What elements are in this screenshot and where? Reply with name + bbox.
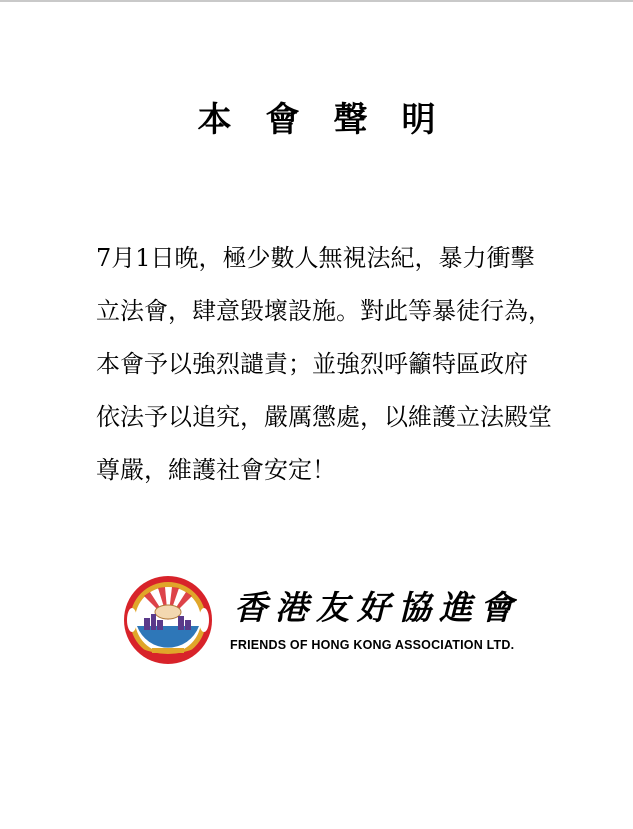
organization-name-english: FRIENDS OF HONG KONG ASSOCIATION LTD. (230, 638, 515, 652)
page-top-border (0, 0, 633, 2)
statement-line-1: 7月1日晚，極少數人無視法紀，暴力衝擊 (96, 244, 535, 272)
statement-line-4: 依法予以追究，嚴厲懲處，以維護立法殿堂 (96, 403, 552, 431)
statement-line-2: 立法會，肆意毀壞設施。對此等暴徒行為， (96, 297, 552, 325)
page-title: 本 會 聲 明 (197, 100, 436, 140)
statement-line-5: 尊嚴，維護社會安定！ (96, 456, 336, 484)
association-emblem-icon (122, 574, 214, 666)
statement-body (96, 232, 552, 497)
organization-signature (122, 574, 522, 666)
organization-name-chinese: 香港友好協進會 (234, 588, 521, 627)
statement-line-3: 本會予以強烈譴責；並強烈呼籲特區政府 (96, 350, 528, 378)
